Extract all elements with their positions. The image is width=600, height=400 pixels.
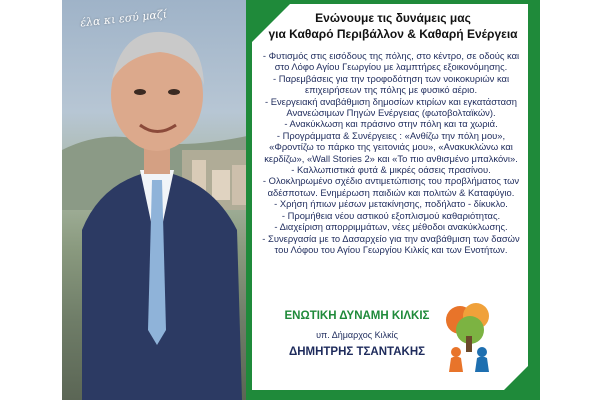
program-list [256, 50, 526, 255]
list-item: - Προμήθεια νέου αστικού εξοπλισμού καθαριότητας. [281, 209, 501, 221]
list-item: του Λόφου του Αγίου Γεωργίου Κιλκίς και των Ενοτήτων. [274, 243, 508, 255]
list-item: Ανανεώσιμων Πηγών Ενέργειας (φωτοβολταϊκών). [286, 107, 496, 119]
list-item: - Προγράμματα & Συνέργειες : «Ανθίζω την πόλη μου», [276, 129, 506, 141]
list-item: - Καλλωπιστικά φυτά & μικρές οάσεις πρασίνου. [291, 164, 491, 176]
list-item: - Ολοκληρωμένο σχέδιο αντιμετώπισης του προβλήματος των [262, 175, 520, 187]
right-margin [540, 0, 600, 400]
list-item: - Ενεργειακή αναβάθμιση δημοσίων κτιρίων και εγκατάσταση [264, 95, 518, 107]
list-item: - Φυτισμός στις εισόδους της πόλης, στο κέντρο, σε οδούς και [262, 50, 520, 61]
slogan-text: έλα κι εσύ μαζί [79, 7, 168, 30]
headline-line-2: για Καθαρό Περιβάλλον & Καθαρή Ενέργεια [268, 27, 518, 41]
party-name: ΕΝΩΤΙΚΗ ΔΥΝΑΜΗ ΚΙΛΚΙΣ [284, 310, 430, 322]
list-item: κερδίζω», «Wall Stories 2» και «Το πιο ανθισμένο μπαλκόνι». [264, 152, 518, 164]
candidate-name: ΔΗΜΗΤΡΗΣ ΤΣΑΝΤΑΚΗΣ [288, 346, 426, 358]
list-item: «Φροντίζω το πάρκο της γειτονιάς μου», «Ανακυκλώνω και [269, 141, 513, 153]
left-margin [0, 0, 62, 400]
list-item: - Διαχείριση απορριμμάτων, νέες μέθοδοι ανακύκλωσης. [274, 221, 508, 233]
candidate-photo [62, 0, 252, 400]
headline [262, 10, 524, 42]
list-item: - Ανακύκλωση και πράσινο στην πόλη και τα χωριά. [284, 118, 498, 130]
tree-with-people-logo-icon [440, 300, 498, 374]
corner-accent-bottom [496, 360, 534, 398]
headline-line-1: Ενώνουμε τις δυνάμεις μας [315, 11, 471, 25]
list-item: αδέσποτων. Ενημέρωση παιδιών και πολιτών & Καταφύγιο. [267, 186, 515, 198]
candidate-role: υπ. Δήμαρχος Κιλκίς [316, 330, 398, 340]
candidate-portrait-icon [62, 0, 252, 400]
list-item: επιχειρήσεων της πόλης με φυσικό αέριο. [304, 84, 478, 96]
list-item: - Παρεμβάσεις για την τροφοδότηση των νοικοκυριών και [272, 72, 510, 84]
list-item: - Χρήση ήπιων μέσων μετακίνησης, ποδήλατο - δίκυκλο. [274, 198, 508, 210]
list-item: στο Λόφο Αγίου Γεωργίου με λαμπτήρες εξοικονόμησης. [274, 61, 508, 73]
list-item: - Συνεργασία με το Δασαρχείο για την αναβάθμιση των δασών [262, 232, 520, 244]
